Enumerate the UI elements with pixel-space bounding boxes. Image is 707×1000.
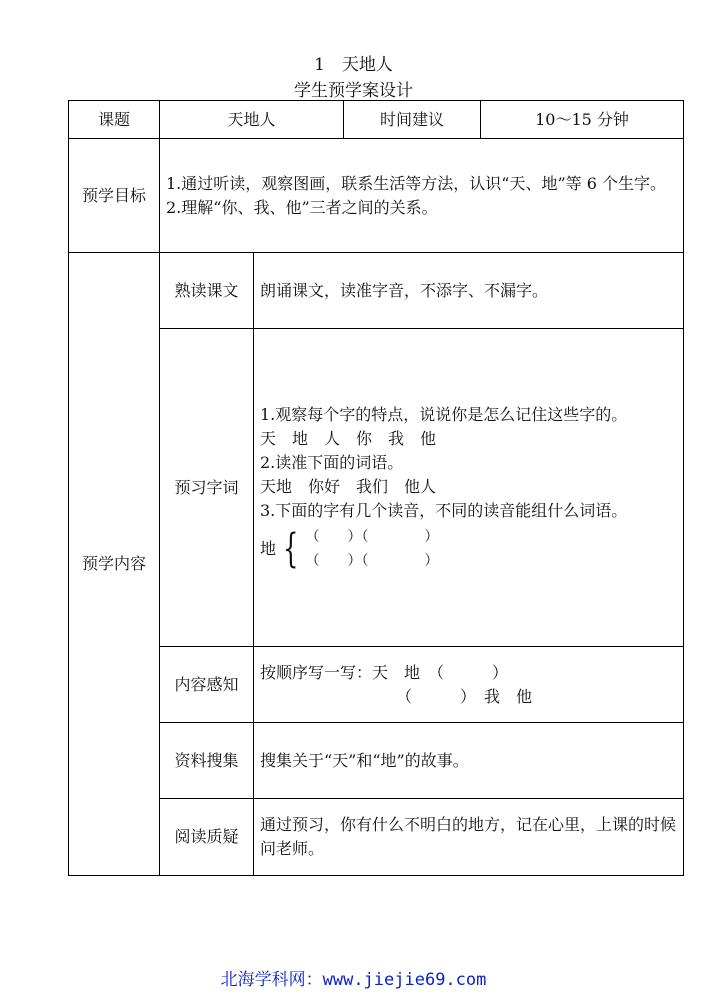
reading-label: 熟读课文: [160, 253, 254, 329]
questions-label: 阅读质疑: [160, 799, 254, 876]
perception-line-1: 按顺序写一写：天 地 （ ）: [260, 662, 509, 682]
polyphone-blank-2[interactable]: （ ）（ ）: [305, 552, 439, 569]
time-value: 10～15 分钟: [481, 101, 684, 139]
goals-content: [160, 139, 684, 253]
perception-content: [254, 647, 684, 723]
goal-item: 2.理解“你、我、他”三者之间的关系。: [166, 197, 438, 217]
polyphone-char: 地: [260, 538, 277, 558]
topic-label: 课题: [69, 101, 160, 139]
words-q3: 3.下面的字有几个读音，不同的读音能组什么词语。: [260, 500, 628, 520]
questions-row: [69, 799, 684, 876]
research-row: [69, 723, 684, 799]
goals-row: [69, 139, 684, 253]
goals-label: 预学目标: [69, 139, 160, 253]
reading-text: 朗诵课文，读准字音，不添字、不漏字。: [254, 253, 684, 329]
brace-icon: {: [283, 525, 299, 572]
research-text: 搜集关于“天”和“地”的故事。: [254, 723, 684, 799]
footer-watermark: [0, 965, 707, 990]
topic-row: [69, 101, 684, 139]
polyphone-blank-1[interactable]: （ ）（ ）: [305, 528, 439, 545]
reading-row: [69, 253, 684, 329]
questions-text: 通过预习，你有什么不明白的地方，记在心里，上课的时候问老师。: [254, 799, 684, 876]
words-q2-words: 天地 你好 我们 他人: [260, 476, 437, 496]
words-q2: 2.读准下面的词语。: [260, 452, 404, 472]
perception-line-2: （ ） 我 他: [396, 686, 533, 706]
topic-value: 天地人: [160, 101, 344, 139]
content-label: 预学内容: [69, 253, 160, 876]
time-label: 时间建议: [344, 101, 481, 139]
study-plan-table: [68, 100, 684, 876]
words-content: [254, 329, 684, 647]
polyphone-group: [260, 525, 679, 573]
lesson-title: 1 天地人: [314, 55, 393, 75]
footer-site-name: 北海学科网：: [220, 970, 323, 990]
research-label: 资料搜集: [160, 723, 254, 799]
goal-item: 1.通过听读，观察图画，联系生活等方法，认识“天、地”等 6 个生字。: [166, 173, 666, 193]
perception-label: 内容感知: [160, 647, 254, 723]
perception-row: [69, 647, 684, 723]
document-subtitle: 学生预学案设计: [294, 81, 413, 101]
words-row: [69, 329, 684, 647]
footer-url-link[interactable]: www.jiejie69.com: [322, 970, 487, 990]
words-q1-chars: 天 地 人 你 我 他: [260, 428, 437, 448]
words-q1: 1.观察每个字的特点，说说你是怎么记住这些字的。: [260, 404, 628, 424]
words-label: 预习字词: [160, 329, 254, 647]
